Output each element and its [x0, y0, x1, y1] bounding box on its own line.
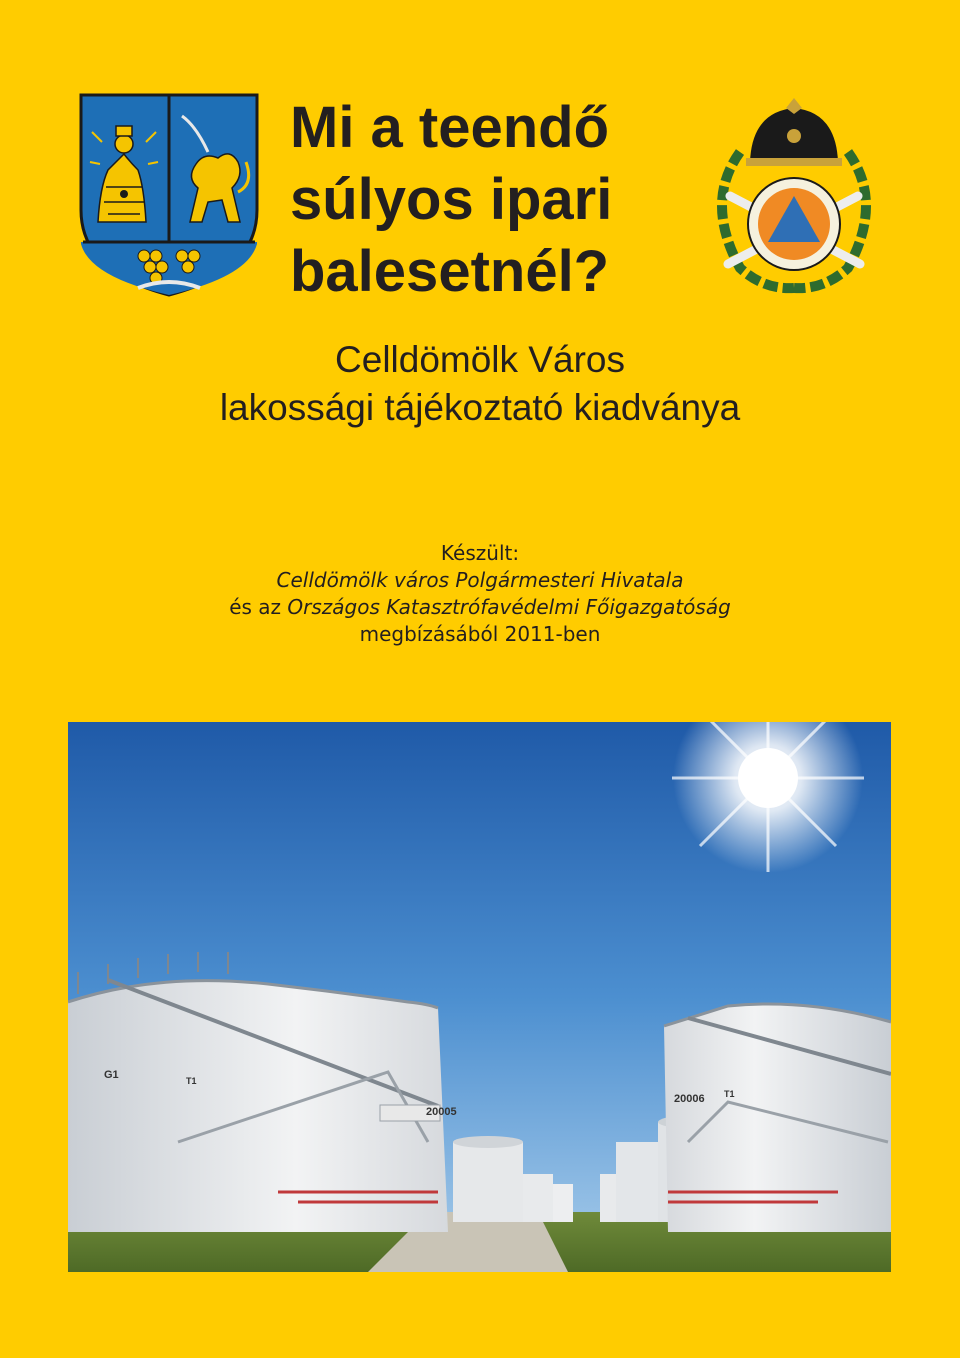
credits-line-3-italic: Országos Katasztrófavédelmi Főigazgatóság: [287, 595, 731, 619]
credits-line-2: Celldömölk város Polgármesteri Hivatala: [276, 568, 684, 592]
subtitle: [0, 336, 960, 432]
subtitle-line-1: Celldömölk Város: [335, 339, 625, 380]
fire-brigade-emblem-icon: [700, 92, 888, 296]
tank-label-t1-left: T1: [186, 1076, 197, 1086]
credits-line-3: [0, 594, 960, 621]
tank-label-t1-right: T1: [724, 1089, 735, 1099]
tank-label-20006: 20006: [674, 1093, 705, 1105]
celldomolk-coat-of-arms-icon: [78, 92, 260, 298]
oil-tanks-photo: [68, 722, 891, 1272]
credits-line-3-prefix: és az: [229, 595, 288, 619]
tank-label-20005: 20005: [426, 1106, 457, 1118]
credits-line-1: Készült:: [440, 541, 520, 565]
tank-label-g1: G1: [104, 1069, 119, 1081]
credits: [0, 540, 960, 648]
credits-line-4: megbízásából 2011-ben: [359, 622, 601, 646]
title-line-3: balesetnél?: [290, 239, 610, 304]
title-line-1: Mi a teendő: [290, 95, 610, 160]
cover-title: [290, 92, 700, 308]
title-line-2: súlyos ipari: [290, 167, 613, 232]
subtitle-line-2: lakossági tájékoztató kiadványa: [219, 387, 741, 428]
